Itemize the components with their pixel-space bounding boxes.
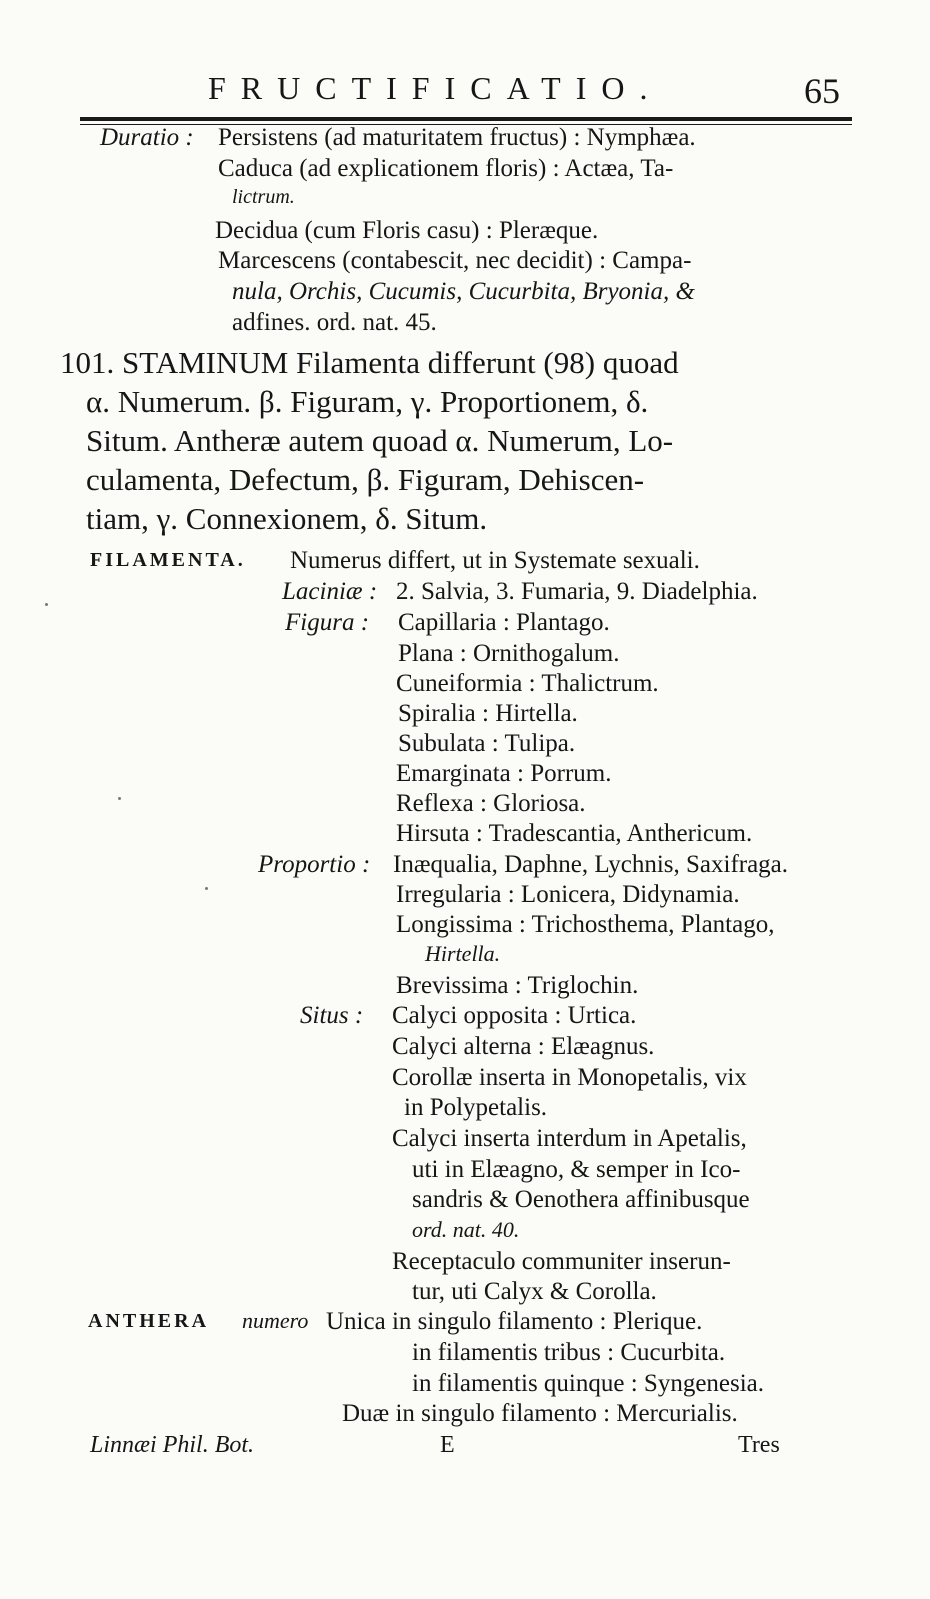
- figura-item: Emarginata : Porrum.: [396, 760, 612, 787]
- laciniae-label: Laciniæ :: [282, 578, 378, 605]
- situs-label: Situs :: [300, 1002, 364, 1029]
- header-rule-thick: [80, 117, 852, 121]
- situs-item: Corollæ inserta in Monopetalis, vix: [392, 1064, 747, 1091]
- proportio-item: Inæqualia, Daphne, Lychnis, Saxifraga.: [393, 851, 789, 878]
- paragraph-line: culamenta, Defectum, β. Figuram, Dehiscen-: [86, 462, 645, 497]
- paragraph-line: 101. STAMINUM Filamenta differunt (98) quoad: [60, 345, 679, 380]
- paragraph-line: α. Numerum. β. Figuram, γ. Proportionem, δ.: [86, 384, 649, 419]
- signature-mark: E: [440, 1432, 455, 1458]
- duratio-label: Duratio :: [100, 124, 194, 151]
- anthera-numero-label: numero: [242, 1308, 309, 1333]
- page-number: 65: [804, 71, 840, 111]
- proportio-item: Brevissima : Triglochin.: [396, 972, 639, 999]
- situs-item: Receptaculo communiter inserun-: [392, 1248, 731, 1275]
- paper-speck: [205, 887, 208, 890]
- proportio-label: Proportio :: [258, 851, 371, 878]
- catchword: Tres: [738, 1432, 780, 1458]
- figura-item: Cuneiformia : Thalictrum.: [396, 670, 659, 697]
- duratio-line: Persistens (ad maturitatem fructus) : Nymphæa.: [218, 124, 696, 151]
- anthera-line: Unica in singulo filamento : Plerique.: [326, 1308, 703, 1335]
- paragraph-line: tiam, γ. Connexionem, δ. Situm.: [86, 501, 488, 536]
- situs-item: Calyci alterna : Elæagnus.: [392, 1033, 655, 1060]
- duratio-line: Decidua (cum Floris casu) : Pleræque.: [215, 217, 599, 244]
- figura-label: Figura :: [285, 609, 370, 636]
- running-title: FRUCTIFICATIO.: [208, 70, 663, 106]
- figura-item: Capillaria : Plantago.: [398, 609, 610, 636]
- proportio-item: Irregularia : Lonicera, Didynamia.: [396, 881, 740, 908]
- filamenta-numerus: Numerus differt, ut in Systemate sexuali.: [290, 547, 700, 574]
- anthera-line: in filamentis tribus : Cucurbita.: [412, 1339, 726, 1366]
- situs-item: in Polypetalis.: [404, 1094, 548, 1121]
- duratio-line: adfines. ord. nat. 45.: [232, 309, 437, 336]
- situs-item: ord. nat. 40.: [412, 1217, 520, 1242]
- situs-item: tur, uti Calyx & Corolla.: [412, 1278, 657, 1305]
- paper-speck: [118, 797, 121, 800]
- laciniae-text: 2. Salvia, 3. Fumaria, 9. Diadelphia.: [396, 578, 758, 605]
- situs-item: Calyci opposita : Urtica.: [392, 1002, 637, 1029]
- figura-item: Plana : Ornithogalum.: [398, 640, 620, 667]
- situs-item: Calyci inserta interdum in Apetalis,: [392, 1125, 747, 1152]
- footer-signature: Linnæi Phil. Bot.: [90, 1432, 255, 1458]
- proportio-item: Hirtella.: [425, 941, 501, 966]
- duratio-line: lictrum.: [232, 186, 295, 208]
- situs-item: uti in Elæagno, & semper in Ico-: [412, 1156, 741, 1183]
- situs-item: sandris & Oenothera affinibusque: [412, 1186, 750, 1213]
- duratio-line: nula, Orchis, Cucumis, Cucurbita, Bryonia, &: [232, 278, 695, 305]
- anthera-line: in filamentis quinque : Syngenesia.: [412, 1370, 765, 1397]
- proportio-item: Longissima : Trichosthema, Plantago,: [396, 911, 775, 938]
- figura-item: Subulata : Tulipa.: [398, 730, 576, 757]
- paragraph-line: Situm. Antheræ autem quoad α. Numerum, Lo-: [86, 423, 674, 458]
- figura-item: Reflexa : Gloriosa.: [396, 790, 586, 817]
- duratio-line: Marcescens (contabescit, nec decidit) : Campa-: [218, 247, 692, 274]
- anthera-line: Duæ in singulo filamento : Mercurialis.: [342, 1400, 738, 1427]
- figura-item: Hirsuta : Tradescantia, Anthericum.: [396, 820, 753, 847]
- anthera-heading: ANTHERA: [88, 1310, 210, 1332]
- paper-speck: [45, 603, 48, 606]
- figura-item: Spiralia : Hirtella.: [398, 700, 578, 727]
- filamenta-heading: FILAMENTA.: [90, 549, 246, 571]
- duratio-line: Caduca (ad explicationem floris) : Actæa, Ta-: [218, 155, 674, 182]
